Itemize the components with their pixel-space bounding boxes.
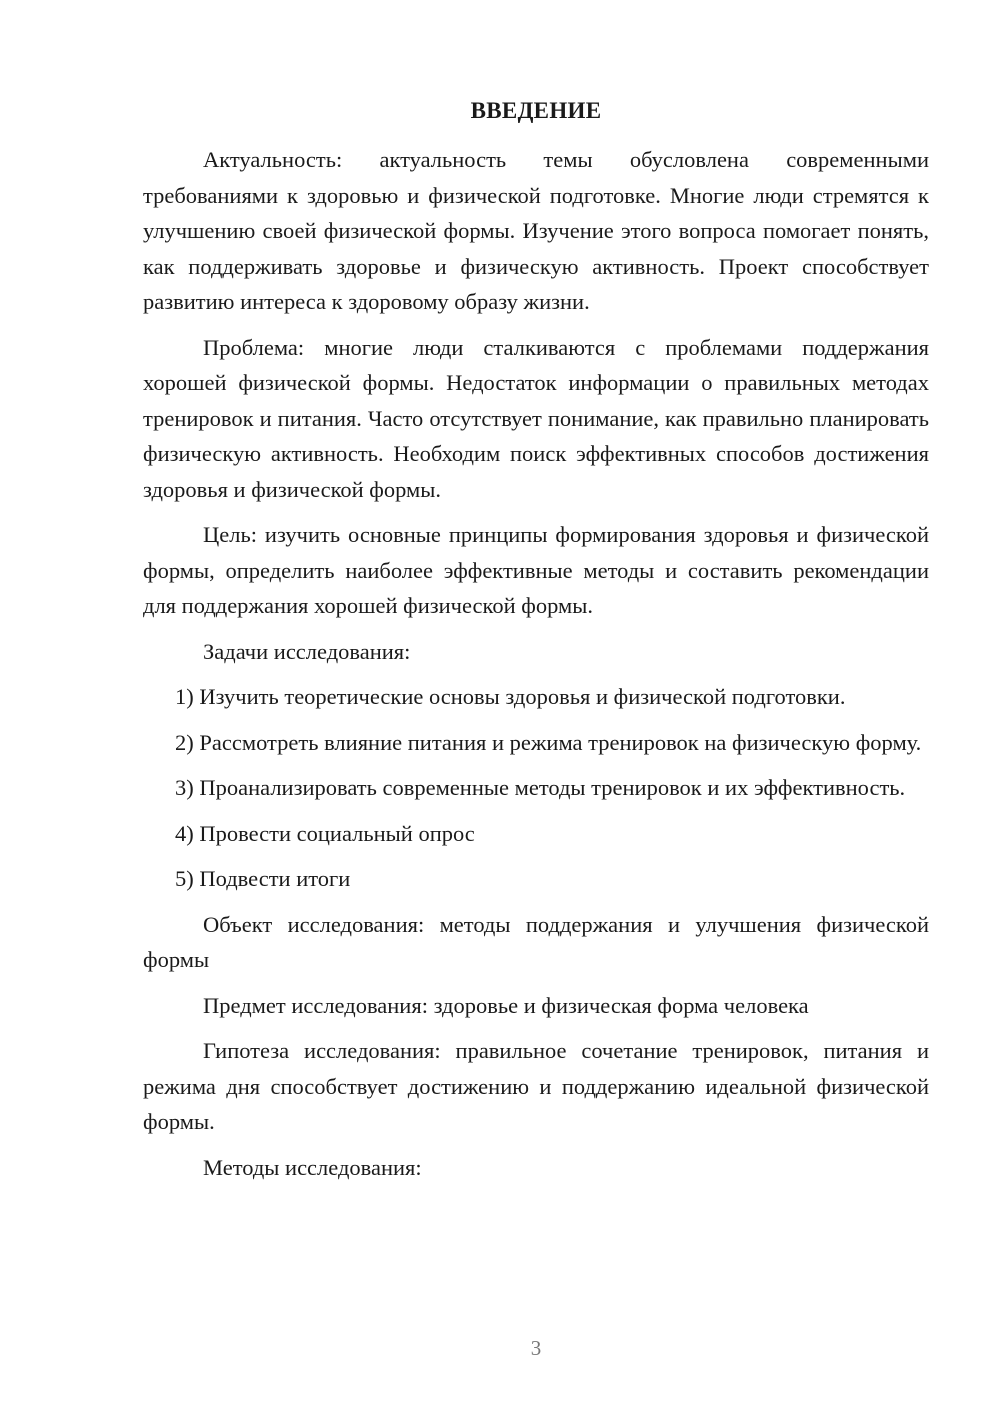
page-number: 3 [530, 1336, 542, 1360]
task-item: 5) Подвести итоги [175, 866, 351, 891]
task-item: 1) Изучить теоретические основы здоровья и физической подготовки. [175, 684, 846, 709]
task-item: 4) Провести социальный опрос [175, 820, 475, 846]
task-item: 2) Рассмотреть влияние питания и режима тренировок на физическую форму. [175, 729, 922, 755]
problem-paragraph: Проблема: многие люди сталкиваются с проблемами поддержания хорошей физической формы. Недостаток информации о правильных методах тренировок и питания. Часто отсутствует понимание, как правильно планировать физическую активность. Необходим поиск эффективных способов достижения здоровья и физической формы. [143, 334, 929, 502]
task-item: 3) Проанализировать современные методы тренировок и их эффективность. [175, 775, 906, 800]
section-title: ВВЕДЕНИЕ [470, 98, 602, 123]
subject-paragraph: Предмет исследования: здоровье и физическая форма человека [203, 992, 809, 1018]
goal-paragraph: Цель: изучить основные принципы формирования здоровья и физической формы, определить наиболее эффективные методы и составить рекомендации для поддержания хорошей физической формы. [143, 522, 929, 618]
hypothesis-paragraph: Гипотеза исследования: правильное сочетание тренировок, питания и режима дня способствует достижению и поддержанию идеальной физической формы. [143, 1038, 929, 1134]
tasks-heading: Задачи исследования: [203, 638, 411, 664]
relevance-paragraph: Актуальность: актуальность темы обусловлена современными требованиями к здоровью и физической подготовке. Многие люди стремятся к улучшению своей физической формы. Изучение этого вопроса помогает понять, как поддерживать здоровье и физическую активность. Проект способствует развитию интереса к здоровому образу жизни. [143, 147, 929, 314]
methods-heading: Методы исследования: [203, 1154, 422, 1180]
page-body [143, 142, 929, 1195]
object-paragraph: Объект исследования: методы поддержания и улучшения физической формы [143, 911, 929, 972]
